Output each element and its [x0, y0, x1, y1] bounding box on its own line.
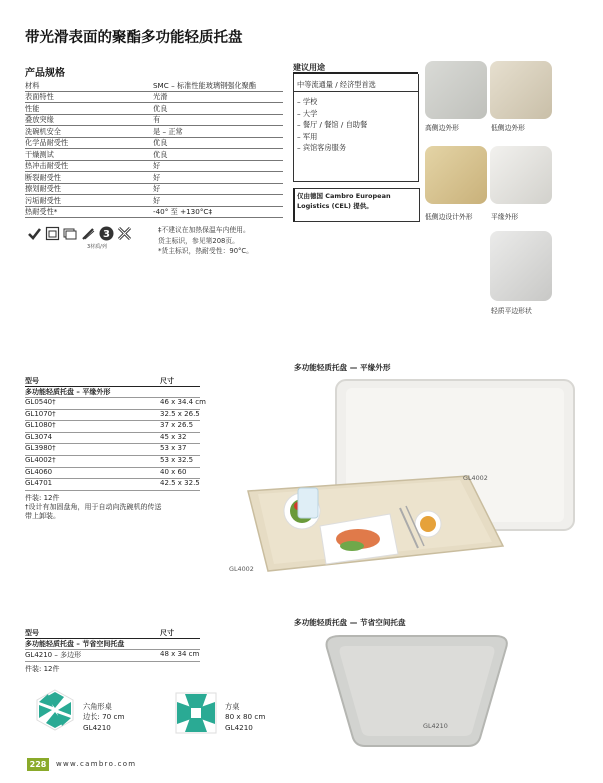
photo1-title: 多功能轻质托盘 — 平缘外形: [294, 363, 391, 372]
spec-label: 热冲击耐受性: [25, 160, 153, 172]
size-cell: 42.5 x 32.5: [160, 479, 200, 488]
table-row: [25, 479, 200, 491]
table-header: [25, 628, 200, 639]
spec-row: [25, 195, 283, 207]
spec-label: 表面特性: [25, 91, 153, 103]
swatch-caption: 低侧边设计外形: [425, 213, 473, 221]
spec-value: 有: [153, 114, 283, 126]
spec-row: [25, 149, 283, 161]
spec-label: 污垢耐受性: [25, 195, 153, 207]
spec-value: 好: [153, 160, 283, 172]
swatch-low-edge-design: [425, 146, 487, 204]
spec-value: 好: [153, 195, 283, 207]
col-model: 型号: [25, 377, 39, 385]
spec-row: [25, 183, 283, 195]
specs-heading: 产品规格: [25, 68, 65, 79]
pack-count: 件装: 12件: [25, 664, 60, 673]
spec-label: 化学品耐受性: [25, 137, 153, 149]
spec-row: [25, 126, 283, 138]
swatch-flat-rim: [490, 146, 552, 204]
photo-label: GL4002: [463, 474, 488, 482]
check-icon: [27, 226, 42, 241]
spec-label: 干燥测试: [25, 149, 153, 161]
table-row: GL4210 – 多边形 48 x 34 cm: [25, 650, 200, 662]
note-line: 货主标识，参见第208页。: [158, 236, 239, 245]
stack-icon: [63, 226, 78, 241]
spec-row: [25, 103, 283, 115]
table-note: †设计有加固盘角，用于自动向洗碗机的传送带上卸装。: [25, 502, 162, 521]
spec-value: 是 – 正常: [153, 126, 283, 138]
model-table-space-saving: [25, 628, 200, 674]
photo-label: GL4002: [229, 565, 254, 573]
square-table-icon: [175, 692, 217, 734]
table-row: [25, 421, 200, 433]
col-size: 尺寸: [160, 629, 174, 637]
spec-label: 洗碗机安全: [25, 126, 153, 138]
layout-square-text: 方桌 80 x 80 cm GL4210: [225, 702, 266, 732]
spec-row: [25, 114, 283, 126]
spec-value: 好: [153, 172, 283, 184]
list-item: – 宾馆客房服务: [297, 143, 347, 153]
swatch-caption: 轻质平边形状: [491, 307, 532, 315]
table-row: [25, 398, 206, 410]
list-item: – 学校: [297, 97, 318, 106]
number-3-icon: [99, 226, 114, 241]
specs-table: [25, 80, 283, 218]
spec-row: [25, 137, 283, 149]
cel-note: 仅由德国 Cambro European Logistics (CEL) 提供。: [297, 192, 391, 210]
size-cell: 53 x 32.5: [160, 455, 194, 464]
layout-hexagon-text: 六角形桌 边长: 70 cm GL4210: [83, 702, 125, 732]
tray-photo-flat: [228, 376, 578, 581]
recommended-subtitle: 中等流通量 / 经济型首选: [297, 80, 376, 89]
spec-label: 叠放突缘: [25, 114, 153, 126]
table-row: [25, 444, 200, 456]
recommended-list: [297, 96, 367, 154]
spec-value: -40° 至 +130°C‡: [153, 206, 283, 218]
list-item: – 军用: [297, 131, 318, 141]
swatch-light-flat: [490, 231, 552, 301]
no-cross-icon: [117, 226, 132, 241]
size-cell: 32.5 x 26.5: [160, 409, 200, 418]
list-item: – 餐厅 / 餐馆 / 自助餐: [297, 120, 368, 130]
swatch-caption: 平缘外形: [491, 213, 519, 221]
swatch-caption: 低侧边外形: [491, 124, 525, 132]
spec-row: [25, 172, 283, 184]
photo-label: GL4210: [423, 722, 448, 730]
spec-value: 好: [153, 183, 283, 195]
size-cell: 37 x 26.5: [160, 421, 194, 430]
spec-notes: [158, 225, 298, 257]
tray-photo-polygon: [310, 630, 525, 750]
spec-label: 断裂耐受性: [25, 172, 153, 184]
model-cell: GL4701: [25, 479, 53, 488]
spec-value: 优良: [153, 103, 283, 115]
spec-label: 性能: [25, 103, 153, 115]
col-size: 尺寸: [160, 377, 174, 385]
list-item: – 大学: [297, 108, 318, 118]
footer-url[interactable]: www.cambro.com: [56, 760, 137, 768]
note-line: *货主标识，热耐受性：90°C。: [158, 247, 253, 256]
note-line: ‡不建议在加热保温车内使用。: [158, 226, 250, 234]
model-cell: GL0540†: [25, 398, 56, 406]
spec-row: [25, 206, 283, 218]
hexagon-table-icon: [33, 688, 77, 732]
spec-value: SMC – 标准性能玻璃钢强化聚酯: [153, 80, 283, 91]
swatch-high-edge: [425, 61, 487, 119]
knife-icon: [81, 226, 96, 241]
model-cell: GL3074: [25, 432, 53, 441]
spec-label: 热耐受性*: [25, 206, 153, 218]
svg-text:3: 3: [103, 229, 110, 240]
spec-row: [25, 91, 283, 103]
table-subheading: 多功能轻质托盘 – 平缘外形: [25, 387, 200, 398]
swatch-caption: 高侧边外形: [425, 124, 459, 132]
model-cell: GL3980†: [25, 444, 56, 453]
table-header: [25, 376, 200, 387]
model-table-flat: [25, 376, 206, 522]
spec-value: 优良: [153, 149, 283, 161]
table-subheading: 多功能轻质托盘 – 节省空间托盘: [25, 639, 200, 650]
size-cell: 45 x 32: [160, 432, 187, 441]
spec-value: 优良: [153, 137, 283, 149]
dishwasher-icon: [45, 226, 60, 241]
page-number: 228: [27, 758, 49, 771]
table-row: [25, 433, 200, 445]
spec-label: 擦划耐受性: [25, 183, 153, 195]
table-row: [25, 468, 200, 480]
model-cell: GL4002†: [25, 455, 56, 464]
table-row: [25, 456, 200, 468]
icon-caption: 3材质/列: [87, 244, 107, 250]
spec-row: [25, 160, 283, 172]
size-cell: 53 x 37: [160, 444, 187, 453]
recommended-heading: 建议用途: [293, 63, 325, 72]
spec-row: [25, 80, 283, 91]
table-row: [25, 410, 200, 422]
pack-count: 件装: 12件: [25, 493, 60, 502]
model-cell: GL1080†: [25, 421, 56, 430]
size-cell: 46 x 34.4 cm: [160, 398, 206, 406]
model-cell: GL1070†: [25, 409, 56, 418]
page-title: 带光滑表面的聚酯多功能轻质托盘: [25, 30, 243, 46]
size-cell: 40 x 60: [160, 467, 187, 476]
spec-value: 光滑: [153, 91, 283, 103]
model-cell: GL4060: [25, 467, 53, 476]
recommended-divider: [293, 91, 418, 92]
swatch-low-edge: [490, 61, 552, 119]
care-icons: [27, 226, 132, 241]
photo2-title: 多功能轻质托盘 — 节省空间托盘: [294, 618, 406, 627]
col-model: 型号: [25, 629, 39, 637]
spec-label: 材料: [25, 80, 153, 91]
